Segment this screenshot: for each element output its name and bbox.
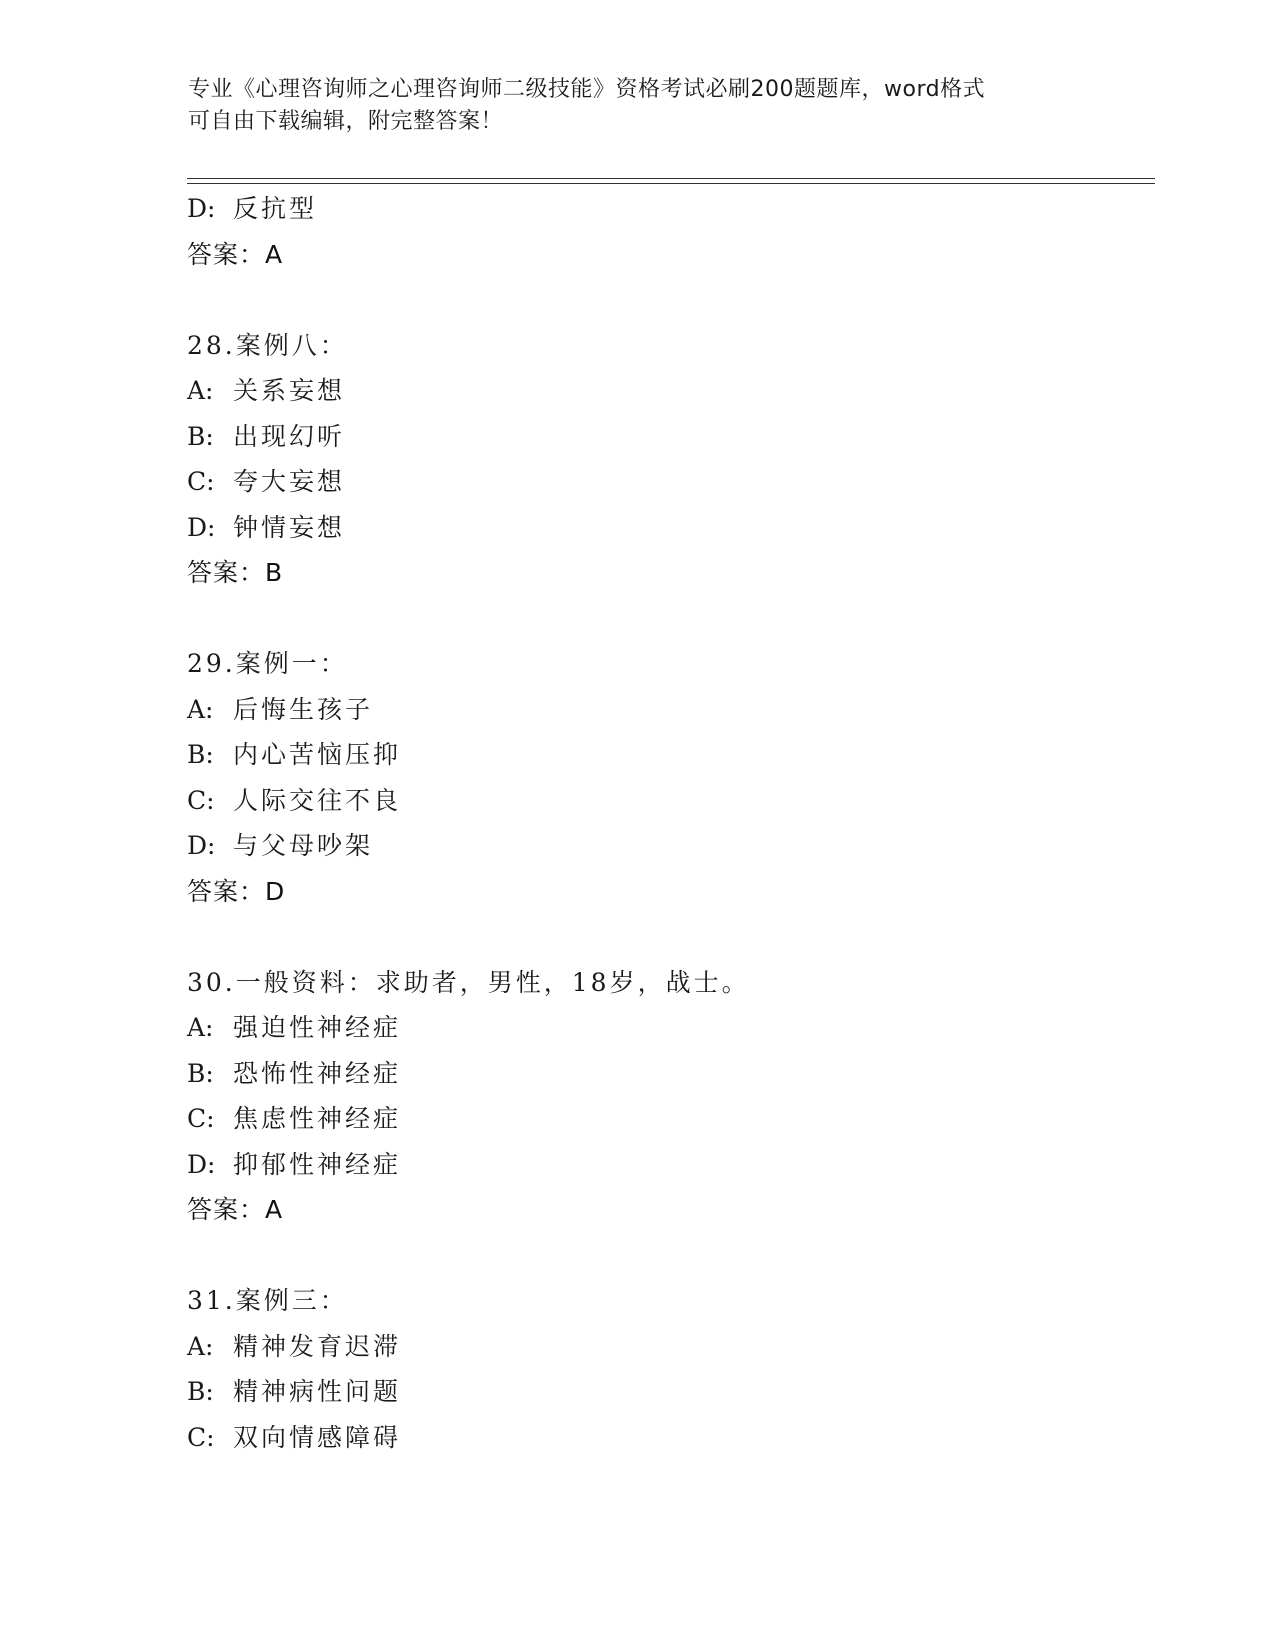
question-stem: 29.案例一：	[187, 649, 348, 678]
option-text: 出现幻听	[233, 421, 346, 451]
option-line	[187, 1051, 1147, 1097]
option-text: 反抗型	[233, 194, 318, 223]
option-line	[187, 186, 1147, 232]
option-text: 与父母吵架	[233, 831, 374, 860]
option-text: 内心苦恼压抑	[233, 740, 402, 769]
option-line	[187, 1142, 1147, 1188]
question-block	[187, 641, 1147, 914]
option-letter: B:	[187, 1377, 214, 1406]
option-text: 焦虑性神经症	[233, 1104, 402, 1133]
option-line	[187, 687, 1147, 733]
question-stem: 31.案例三：	[187, 1286, 348, 1315]
option-letter: A:	[187, 1331, 214, 1361]
option-letter: D:	[187, 1149, 216, 1179]
option-letter: D:	[187, 831, 216, 860]
option-line	[187, 459, 1147, 505]
question-block	[187, 960, 1147, 1233]
option-text: 钟情妄想	[233, 512, 346, 542]
option-letter: A:	[187, 1013, 214, 1042]
option-line	[187, 368, 1147, 414]
answer-line: 答案：A	[187, 239, 284, 269]
option-letter: A:	[187, 376, 214, 405]
option-letter: D:	[187, 194, 216, 223]
option-text: 强迫性神经症	[233, 1013, 402, 1042]
question-stem: 28.案例八：	[187, 330, 348, 360]
answer-line: 答案：B	[187, 558, 284, 587]
option-text: 后悔生孩子	[233, 694, 374, 724]
answer-line: 答案：D	[187, 876, 286, 906]
option-letter: B:	[187, 421, 214, 451]
option-letter: C:	[187, 1422, 215, 1452]
option-text: 精神发育迟滞	[233, 1331, 402, 1361]
option-letter: C:	[187, 467, 215, 496]
option-letter: C:	[187, 785, 215, 815]
spacer	[187, 277, 1147, 323]
header-line-1: 专业《心理咨询师之心理咨询师二级技能》资格考试必刷200题题库，word格式	[188, 77, 986, 102]
option-text: 精神病性问题	[233, 1377, 402, 1406]
option-line	[187, 1415, 1147, 1461]
question-block	[187, 323, 1147, 596]
option-line	[187, 778, 1147, 824]
option-letter: A:	[187, 694, 214, 724]
option-text: 恐怖性神经症	[233, 1058, 402, 1088]
header-divider	[187, 178, 1155, 184]
option-line	[187, 1369, 1147, 1415]
option-letter: C:	[187, 1104, 215, 1133]
header-line-2: 可自由下载编辑，附完整答案！	[188, 109, 504, 134]
spacer	[187, 596, 1147, 642]
spacer	[187, 914, 1147, 960]
answer-line: 答案：A	[187, 1195, 284, 1224]
option-line	[187, 1096, 1147, 1142]
option-line	[187, 1324, 1147, 1370]
option-text: 双向情感障碍	[233, 1422, 402, 1452]
option-line	[187, 505, 1147, 551]
option-letter: D:	[187, 512, 216, 542]
question-content	[187, 186, 1147, 1460]
spacer	[187, 1233, 1147, 1279]
question-block	[187, 1278, 1147, 1460]
option-text: 人际交往不良	[233, 785, 402, 815]
option-text: 夸大妄想	[233, 467, 346, 496]
option-line	[187, 414, 1147, 460]
option-text: 关系妄想	[233, 376, 346, 405]
question-stem: 30.一般资料：求助者，男性，18岁，战士。	[187, 967, 750, 997]
option-line	[187, 732, 1147, 778]
document-header	[188, 74, 1068, 138]
option-letter: B:	[187, 1058, 214, 1088]
option-line	[187, 1005, 1147, 1051]
option-line	[187, 823, 1147, 869]
option-letter: B:	[187, 740, 214, 769]
option-text: 抑郁性神经症	[233, 1149, 402, 1179]
